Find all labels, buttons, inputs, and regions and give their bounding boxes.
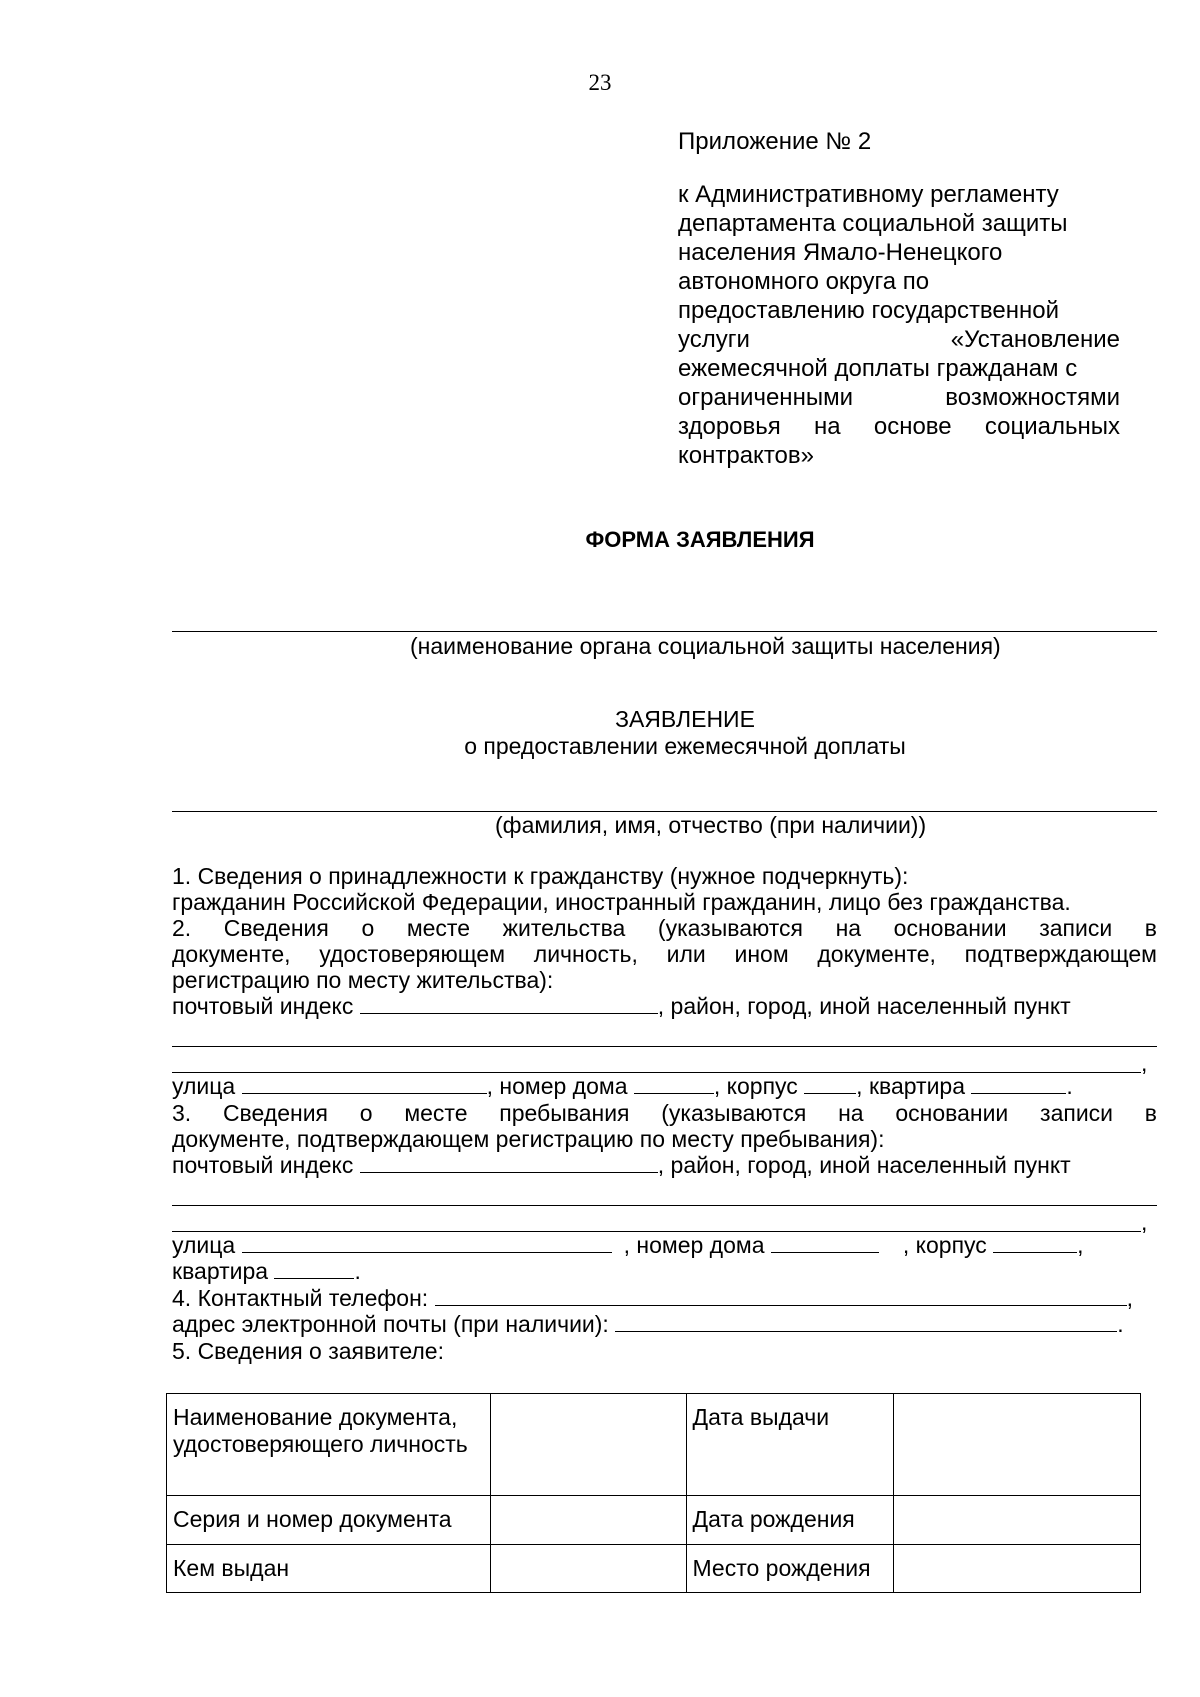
applicant-info-table bbox=[166, 1393, 1141, 1593]
appendix-line: автономного округа по bbox=[678, 268, 930, 295]
table-row bbox=[167, 1394, 1141, 1496]
apartment-label: квартира bbox=[172, 1258, 269, 1284]
residence-street-field[interactable] bbox=[242, 1073, 487, 1094]
form-title: ФОРМА ЗАЯВЛЕНИЯ bbox=[585, 527, 815, 552]
residence-house-field[interactable] bbox=[634, 1073, 714, 1094]
residence-postal-index-field[interactable] bbox=[360, 993, 658, 1014]
residence-postal-row bbox=[172, 993, 1071, 1020]
email-label: адрес электронной почты (при наличии): bbox=[172, 1311, 609, 1337]
email-row: адрес электронной почты (при наличии): . bbox=[172, 1311, 1124, 1337]
table-cell-label: Дата рождения bbox=[686, 1496, 894, 1545]
stay-korpus-field[interactable] bbox=[993, 1232, 1077, 1253]
birth-place-input[interactable] bbox=[894, 1545, 1141, 1593]
table-cell-label: Дата выдачи bbox=[686, 1394, 894, 1496]
citizenship-options[interactable]: гражданин Российской Федерации, иностранный гражданин, лицо без гражданства. bbox=[172, 889, 1071, 915]
residence-street-row: улица , номер дома , корпус , квартира . bbox=[172, 1073, 1073, 1099]
phone-label: 4. Контактный телефон: bbox=[172, 1285, 429, 1311]
korpus-label: , корпус bbox=[713, 1073, 798, 1099]
residence-korpus-field[interactable] bbox=[804, 1073, 856, 1094]
appendix-line: предоставлению государственной bbox=[678, 297, 1060, 324]
table-cell-label: Кем выдан bbox=[167, 1545, 491, 1593]
stay-street-row: улица , номер дома , корпус , bbox=[172, 1232, 1084, 1258]
house-label: , номер дома bbox=[623, 1232, 765, 1258]
apartment-label: , квартира bbox=[856, 1073, 966, 1099]
residence-apartment-field[interactable] bbox=[971, 1073, 1066, 1094]
stay-apartment-field[interactable] bbox=[274, 1258, 354, 1279]
stay-apartment-row: квартира . bbox=[172, 1258, 361, 1284]
appendix-line: здоровья на основе социальных bbox=[678, 413, 1120, 440]
stay-postal-row bbox=[172, 1152, 1071, 1179]
postal-tail-label: , район, город, иной населенный пункт bbox=[657, 1152, 1071, 1178]
house-label: , номер дома bbox=[486, 1073, 628, 1099]
authority-caption: (наименование органа социальной защиты населения) bbox=[410, 633, 1001, 659]
id-document-name-input[interactable] bbox=[490, 1394, 686, 1496]
birth-date-input[interactable] bbox=[894, 1496, 1141, 1545]
issue-date-input[interactable] bbox=[894, 1394, 1141, 1496]
street-label: улица bbox=[172, 1232, 236, 1258]
appendix-line: ограниченными возможностями bbox=[678, 384, 1120, 411]
table-cell-label: Наименование документа, удостоверяющего личность bbox=[167, 1394, 491, 1496]
section-3-line-1: 3. Сведения о месте пребывания (указываются на основании записи в bbox=[172, 1100, 1157, 1126]
postal-index-label: почтовый индекс bbox=[172, 993, 354, 1019]
section-2-line-3: регистрацию по месту жительства): bbox=[172, 967, 554, 993]
postal-index-label: почтовый индекс bbox=[172, 1152, 354, 1178]
section-5-title: 5. Сведения о заявителе: bbox=[172, 1338, 444, 1364]
appendix-line: к Административному регламенту bbox=[678, 181, 1059, 208]
street-label: улица bbox=[172, 1073, 236, 1099]
phone-row: 4. Контактный телефон: , bbox=[172, 1285, 1133, 1311]
authority-name-field[interactable] bbox=[172, 631, 1157, 632]
korpus-label: , корпус bbox=[902, 1232, 987, 1258]
appendix-text bbox=[678, 180, 1120, 470]
comma-mark: , bbox=[1141, 1209, 1148, 1235]
section-3-line-2: документе, подтверждающем регистрацию по месту пребывания): bbox=[172, 1126, 885, 1152]
comma-mark: , bbox=[1141, 1050, 1148, 1076]
table-cell-label: Серия и номер документа bbox=[167, 1496, 491, 1545]
stay-house-field[interactable] bbox=[771, 1232, 879, 1253]
statement-subtitle: о предоставлении ежемесячной доплаты bbox=[464, 733, 906, 759]
statement-title: ЗАЯВЛЕНИЕ bbox=[615, 706, 755, 732]
postal-tail-label: , район, город, иной населенный пункт bbox=[657, 993, 1071, 1019]
residence-locality-field[interactable] bbox=[172, 1046, 1157, 1047]
appendix-title: Приложение № 2 bbox=[678, 128, 872, 155]
email-field[interactable] bbox=[615, 1311, 1117, 1332]
appendix-line: услуги «Установление bbox=[678, 326, 1120, 353]
section-1-title: 1. Сведения о принадлежности к гражданству (нужное подчеркнуть): bbox=[172, 863, 909, 889]
appendix-line: ежемесячной доплаты гражданам с bbox=[678, 355, 1078, 382]
table-row bbox=[167, 1545, 1141, 1593]
table-row bbox=[167, 1496, 1141, 1545]
appendix-line: департамента социальной защиты bbox=[678, 210, 1068, 237]
stay-postal-index-field[interactable] bbox=[360, 1152, 658, 1173]
table-cell-label: Место рождения bbox=[686, 1545, 894, 1593]
issued-by-input[interactable] bbox=[490, 1545, 686, 1593]
stay-street-field[interactable] bbox=[242, 1232, 612, 1253]
section-2-line-2: документе, удостоверяющем личность, или ином документе, подтверждающем bbox=[172, 941, 1157, 967]
phone-field[interactable] bbox=[435, 1285, 1127, 1306]
appendix-line: контрактов» bbox=[678, 442, 814, 469]
stay-locality-field[interactable] bbox=[172, 1205, 1157, 1206]
page-number: 23 bbox=[588, 70, 612, 95]
name-caption: (фамилия, имя, отчество (при наличии)) bbox=[495, 812, 927, 838]
document-number-input[interactable] bbox=[490, 1496, 686, 1545]
appendix-line: населения Ямало-Ненецкого bbox=[678, 239, 1003, 266]
section-2-line-1: 2. Сведения о месте жительства (указываются на основании записи в bbox=[172, 915, 1157, 941]
